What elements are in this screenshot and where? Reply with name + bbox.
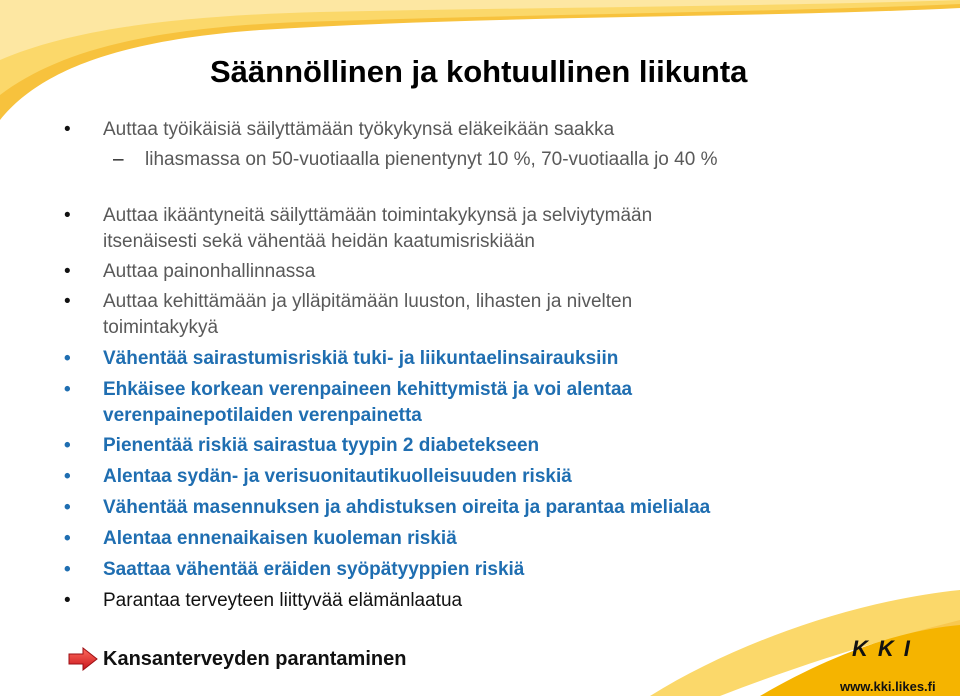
bullet: • [64,205,71,226]
dash-bullet: – [113,149,124,170]
bullet: • [64,119,71,140]
list-item-text: Vähentää sairastumisriskiä tuki- ja liikuntaelinsairauksiin [103,348,619,369]
list-item-text: Pienentää riskiä sairastua tyypin 2 diabetekseen [103,435,540,456]
bullet: • [64,379,71,400]
bullet: • [64,466,71,487]
bullet: • [64,559,71,580]
bullet: • [64,261,71,282]
right-arrow-icon [68,647,98,671]
footer-url: www.kki.likes.fi [840,679,936,694]
list-item-text: Vähentää masennuksen ja ahdistuksen oireita ja parantaa mielialaa [103,497,711,518]
list-item-text: verenpainepotilaiden verenpainetta [103,405,422,426]
list-item-text: Auttaa painonhallinnassa [103,261,316,282]
bullet: • [64,590,71,611]
slide-title: Säännöllinen ja kohtuullinen liikunta [210,54,748,89]
list-item-text: Auttaa työikäisiä säilyttämään työkykynsä eläkeikään saakka [103,119,615,140]
list-item-text: Alentaa sydän- ja verisuonitautikuolleisuuden riskiä [103,466,572,487]
list-item-text: Alentaa ennenaikaisen kuoleman riskiä [103,528,457,549]
list-item-text: toimintakykyä [103,317,219,338]
bullet: • [64,528,71,549]
list-item-text: itsenäisesti sekä vähentää heidän kaatumisriskiään [103,231,535,252]
kki-logo: KKI [852,636,920,661]
bullet: • [64,497,71,518]
sub-list-item-text: lihasmassa on 50-vuotiaalla pienentynyt 10 %, 70-vuotiaalla jo 40 % [145,149,718,170]
bottom-label: Kansanterveyden parantaminen [103,648,407,670]
list-item-text: Parantaa terveyteen liittyvää elämänlaatua [103,590,463,611]
list-item-text: Auttaa kehittämään ja ylläpitämään luuston, lihasten ja nivelten [103,291,633,312]
list-item-text: Saattaa vähentää eräiden syöpätyyppien riskiä [103,559,525,580]
bullet: • [64,435,71,456]
list-item-text: Ehkäisee korkean verenpaineen kehittymistä ja voi alentaa [103,379,633,400]
bullet: • [64,348,71,369]
bullet: • [64,291,71,312]
list-item-text: Auttaa ikääntyneitä säilyttämään toimintakykynsä ja selviytymään [103,205,653,226]
